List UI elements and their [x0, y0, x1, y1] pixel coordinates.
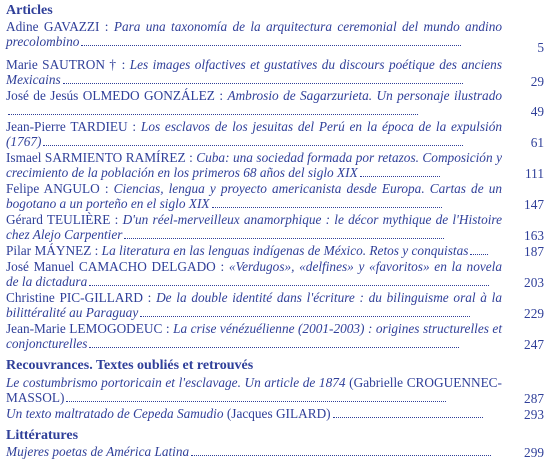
page-number: 111 [525, 166, 544, 181]
toc-entry-mujeres-poetas [6, 444, 502, 459]
dot-leader [89, 338, 459, 348]
dot-leader [140, 307, 470, 317]
toc-entry-gavazzi [6, 19, 502, 50]
entry-work-title: D'un réel-merveilleux anamorphique : le décor mythique de l'Histoire chez Alejo Carpentier [6, 212, 502, 243]
page-number: 29 [530, 74, 544, 89]
entry-author: Gérard TEULIÈRE [6, 212, 111, 227]
dot-leader [124, 229, 444, 239]
dot-leader [43, 136, 463, 146]
entry-work-title: La literatura en las lenguas indígenas de México. Retos y conquistas [101, 243, 469, 258]
section-title-articles: Articles [6, 3, 53, 18]
dot-leader [81, 36, 461, 46]
dot-leader [63, 74, 463, 84]
entry-work-title: Les images olfactives et gustatives du discours poétique des anciens Mexicains [6, 57, 502, 88]
entry-work-title: Ambrosio de Sagarzurieta. Un personaje ilustrado [227, 88, 503, 103]
entry-author: Felipe ANGULO [6, 181, 100, 196]
entry-author-credit: (Gabrielle CROGUENNEC-MASSOL) [6, 375, 502, 406]
toc-entry-costumbrismo [6, 375, 502, 406]
entry-author: Ismael SARMIENTO RAMÍREZ [6, 150, 186, 165]
page-number: 247 [524, 337, 544, 352]
toc-entry-maynez [6, 243, 502, 258]
entry-separator: : [110, 212, 123, 227]
toc-entry-sarmiento [6, 150, 502, 181]
page-number: 49 [530, 104, 544, 119]
page-number: 299 [524, 445, 544, 460]
entry-separator: : [215, 259, 229, 274]
page-number: 163 [524, 228, 544, 243]
entry-author: José de Jesús OLMEDO GONZÁLEZ [6, 88, 215, 103]
section-title-litteratures: Littératures [6, 428, 79, 443]
entry-work-title: Cuba: una sociedad formada por retazos. Composición y crecimiento de la población en los primeros 68 años del siglo XIX [6, 150, 502, 181]
entry-work-title: «Verdugos», «delfines» y «favoritos» en la novela de la dictadura [6, 259, 503, 290]
entry-separator: : [162, 321, 174, 336]
dot-leader [89, 276, 489, 286]
entry-author: Jean-Marie LEMOGODEUC [6, 321, 163, 336]
entry-separator: : [185, 150, 197, 165]
toc-entry-olmedo [6, 88, 502, 119]
toc-entry-camacho [6, 259, 502, 290]
entry-author: Adine GAVAZZI [6, 19, 100, 34]
dot-leader [212, 198, 442, 208]
page-number: 5 [537, 40, 544, 55]
entry-separator: : [99, 19, 114, 34]
entry-author: José Manuel CAMACHO DELGADO [6, 259, 216, 274]
entry-work-title: Un texto maltratado de Cepeda Samudio [6, 406, 224, 421]
toc-entry-sautron [6, 57, 502, 88]
dot-leader [333, 408, 483, 418]
page-number: 293 [524, 407, 544, 422]
entry-author-credit: (Jacques GILARD) [223, 406, 331, 421]
page-number: 187 [524, 244, 544, 259]
page-number: 287 [524, 391, 544, 406]
entry-separator: : [91, 243, 102, 258]
entry-work-title: Le costumbrismo portoricain et l'esclavage. Un article de 1874 [6, 375, 346, 390]
entry-separator: : [117, 57, 130, 72]
page-number: 203 [524, 275, 544, 290]
toc-entry-teuliere [6, 212, 502, 243]
entry-work-title: La crise vénézuélienne (2001-2003) : origines structurelles et conjoncturelles [6, 321, 503, 352]
entry-author: Pilar MÁYNEZ [6, 243, 92, 258]
entry-author: Marie SAUTRON † [6, 57, 118, 72]
dot-leader [191, 446, 491, 456]
page-number: 61 [530, 135, 544, 150]
entry-separator: : [99, 181, 114, 196]
dot-leader [66, 392, 446, 402]
entry-work-title: Mujeres poetas de América Latina [6, 444, 190, 459]
entry-work-title: Los esclavos de los jesuitas del Perú en la época de la expulsión (1767) [6, 119, 502, 150]
dot-leader [8, 105, 418, 115]
dot-leader [360, 167, 440, 177]
entry-author: Jean-Pierre TARDIEU [6, 119, 128, 134]
page-number: 229 [524, 306, 544, 321]
entry-work-title: Ciencias, lengua y proyecto americanista desde Europa. Cartas de un bogotano a un porteño en el siglo XIX [6, 181, 503, 212]
toc-entry-angulo [6, 181, 502, 212]
toc-entry-pic-gillard [6, 290, 502, 321]
page-number: 147 [524, 197, 544, 212]
entry-author: Christine PIC-GILLARD [6, 290, 143, 305]
dot-leader [470, 245, 488, 255]
toc-entry-lemogodeuc [6, 321, 502, 352]
entry-separator: : [142, 290, 157, 305]
entry-work-title: De la double identité dans l'écriture : du bilinguisme oral à la bilittéralité au Paraguay [6, 290, 503, 321]
entry-separator: : [127, 119, 141, 134]
entry-separator: : [214, 88, 228, 103]
toc-entry-tardieu [6, 119, 502, 150]
section-title-recouvrances: Recouvrances. Textes oubliés et retrouvés [6, 358, 254, 373]
entry-work-title: Para una taxonomía de la arquitectura ceremonial del mundo andino precolombino [6, 19, 502, 50]
toc-entry-cepeda [6, 406, 502, 421]
